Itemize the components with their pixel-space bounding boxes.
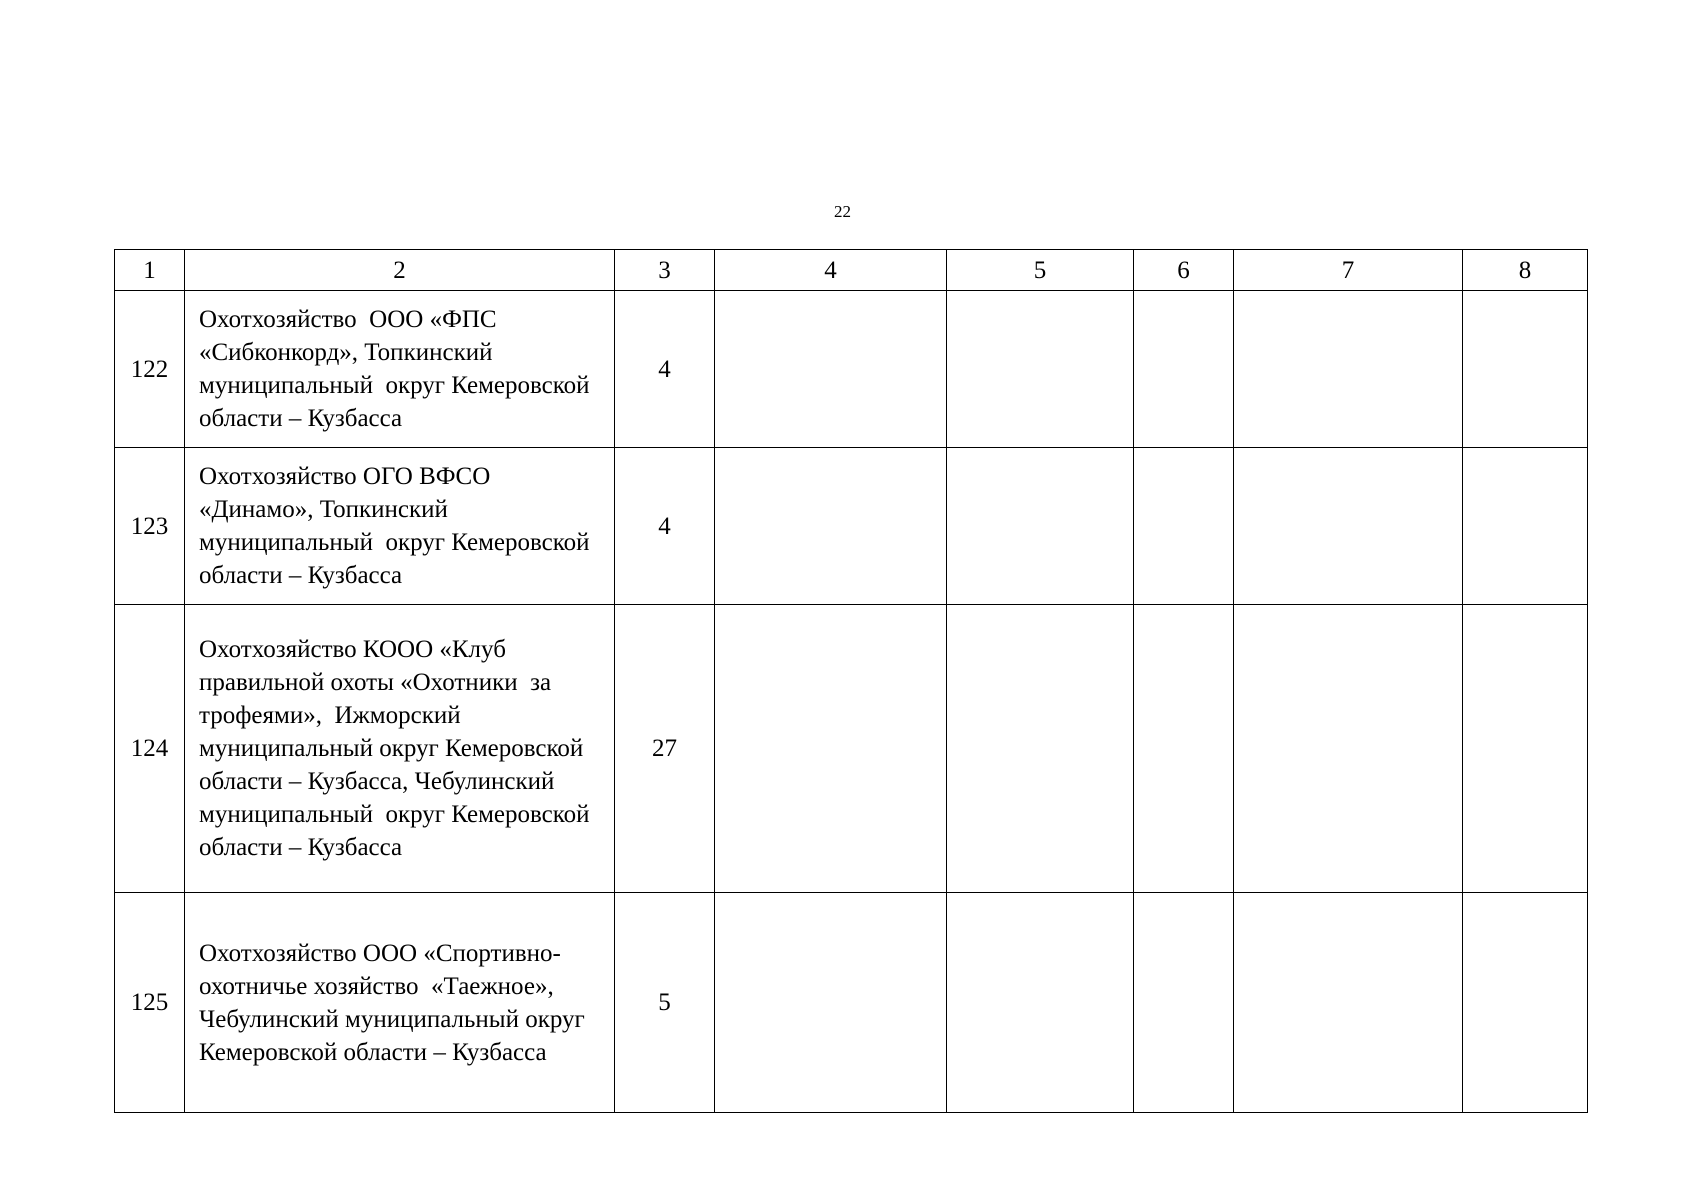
column-header-4: 4 — [715, 250, 947, 291]
empty-cell — [1134, 291, 1234, 448]
empty-cell — [1234, 291, 1463, 448]
empty-cell — [1134, 448, 1234, 605]
empty-cell — [1234, 893, 1463, 1113]
table-header-row — [115, 250, 1588, 291]
row-number-cell: 122 — [115, 291, 185, 448]
name-cell — [185, 605, 615, 893]
empty-cell — [1463, 291, 1588, 448]
name-cell — [185, 893, 615, 1113]
name-text: Охотхозяйство ООО «ФПС «Сибконкорд», Топкинский муниципальный округ Кемеровской области – Кузбасса — [199, 306, 596, 432]
hunting-grounds-table — [114, 249, 1588, 1113]
name-text: Охотхозяйство ОГО ВФСО «Динамо», Топкинский муниципальный округ Кемеровской области – Кузбасса — [199, 463, 596, 589]
empty-cell — [947, 893, 1134, 1113]
col3-cell: 27 — [615, 605, 715, 893]
column-header-7: 7 — [1234, 250, 1463, 291]
empty-cell — [715, 291, 947, 448]
empty-cell — [1234, 448, 1463, 605]
empty-cell — [947, 291, 1134, 448]
page-number — [0, 202, 1697, 222]
empty-cell — [947, 605, 1134, 893]
column-header-6: 6 — [1134, 250, 1234, 291]
col3-cell: 5 — [615, 893, 715, 1113]
table-row — [115, 291, 1588, 448]
row-number-cell: 123 — [115, 448, 185, 605]
empty-cell — [1134, 893, 1234, 1113]
column-header-2: 2 — [185, 250, 615, 291]
empty-cell — [715, 448, 947, 605]
table-row — [115, 448, 1588, 605]
name-cell — [185, 448, 615, 605]
column-header-3: 3 — [615, 250, 715, 291]
empty-cell — [1463, 893, 1588, 1113]
column-header-1: 1 — [115, 250, 185, 291]
page-number-text: 22 — [834, 202, 851, 221]
empty-cell — [1234, 605, 1463, 893]
empty-cell — [947, 448, 1134, 605]
column-header-8: 8 — [1463, 250, 1588, 291]
name-text: Охотхозяйство КООО «Клуб правильной охоты «Охотники за трофеями», Ижморский муниципальный округ Кемеровской области – Кузбасса, Чебулинский муниципальный округ Кемеровской области – Кузбасса — [199, 636, 596, 861]
table-row — [115, 605, 1588, 893]
col3-cell: 4 — [615, 291, 715, 448]
row-number-cell: 124 — [115, 605, 185, 893]
empty-cell — [715, 893, 947, 1113]
empty-cell — [1463, 605, 1588, 893]
empty-cell — [715, 605, 947, 893]
empty-cell — [1463, 448, 1588, 605]
column-header-5: 5 — [947, 250, 1134, 291]
name-text: Охотхозяйство ООО «Спортивно-охотничье хозяйство «Таежное», Чебулинский муниципальный округ Кемеровской области – Кузбасса — [199, 939, 592, 1066]
row-number-cell: 125 — [115, 893, 185, 1113]
name-cell — [185, 291, 615, 448]
col3-cell: 4 — [615, 448, 715, 605]
empty-cell — [1134, 605, 1234, 893]
table-row — [115, 893, 1588, 1113]
